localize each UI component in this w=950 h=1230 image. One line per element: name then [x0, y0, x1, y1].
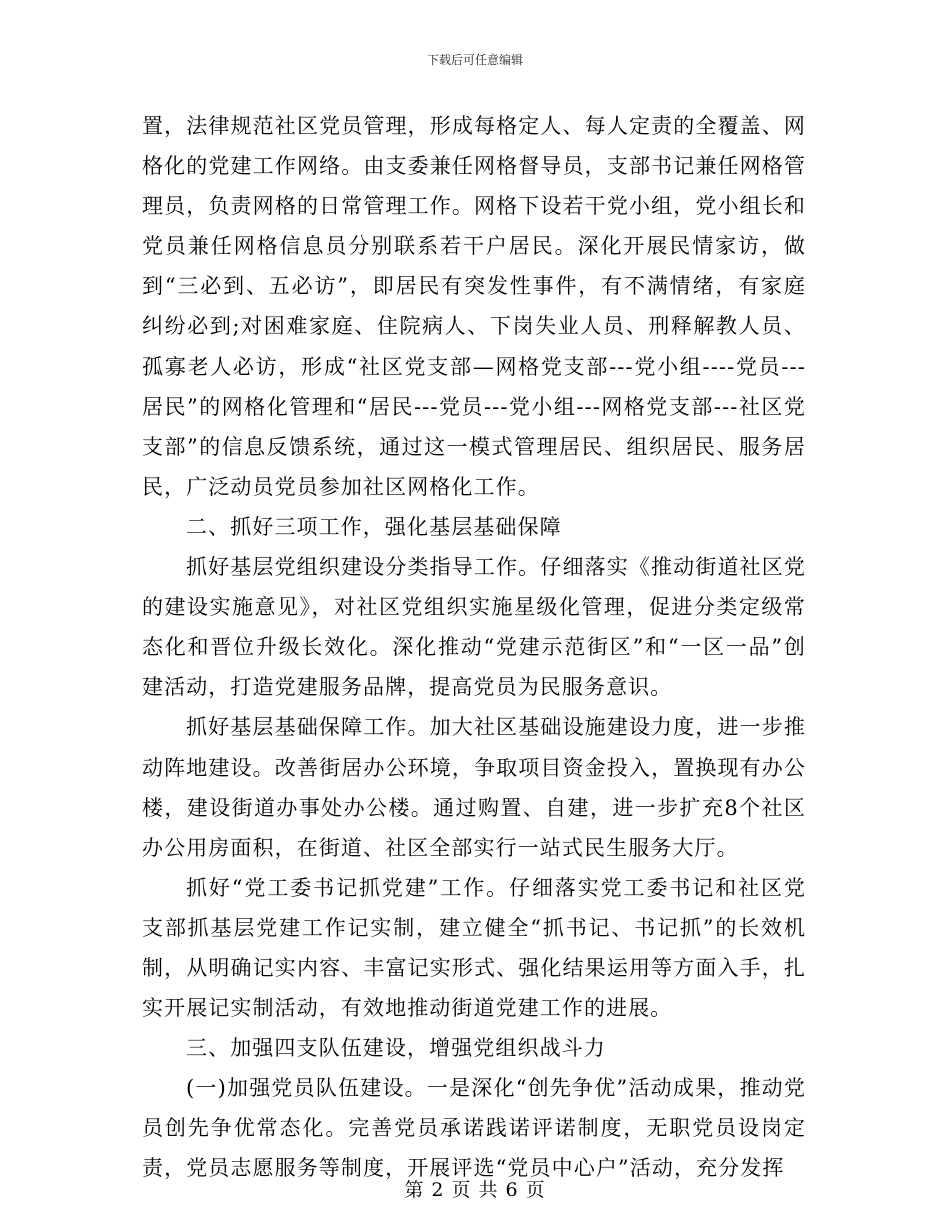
document-body	[142, 106, 806, 1189]
paragraph-party-member-team: (一)加强党员队伍建设。一是深化“创先争优”活动成果，推动党员创先争优常态化。完善党员承诺践诺评诺制度，无职党员设岗定责，党员志愿服务等制度，开展评选“党员中心户”活动，充分发挥	[142, 1076, 806, 1181]
section-heading-three: 三、加强四支队伍建设，增强党组织战斗力	[186, 1036, 606, 1061]
paragraph-classification-guidance: 抓好基层党组织建设分类指导工作。仔细落实《推动街道社区党的建设实施意见》，对社区党组织实施星级化管理，促进分类定级常态化和晋位升级长效化。深化推动“党建示范街区”和“一区一品”创建活动，打造党建服务品牌，提高党员为民服务意识。	[142, 555, 806, 700]
paragraph-infrastructure: 抓好基层基础保障工作。加大社区基础设施建设力度，进一步推动阵地建设。改善街居办公环境，争取项目资金投入，置换现有办公楼，建设街道办事处办公楼。通过购置、自建，进一步扩充8个社区办公用房面积，在街道、社区全部实行一站式民生服务大厅。	[142, 715, 806, 860]
paragraph-secretary-responsibility: 抓好“党工委书记抓党建”工作。仔细落实党工委书记和社区党支部抓基层党建工作记实制，建立健全“抓书记、书记抓”的长效机制，从明确记实内容、丰富记实形式、强化结果运用等方面入手，扎实开展记实制活动，有效地推动街道党建工作的进展。	[142, 875, 806, 1021]
section-heading-two: 二、抓好三项工作，强化基层基础保障	[186, 514, 562, 539]
page-header-note: 下载后可任意编辑	[426, 53, 523, 67]
page-number-footer: 第 2 页 共 6 页	[404, 1179, 546, 1201]
paragraph-continuation: 置，法律规范社区党员管理，形成每格定人、每人定责的全覆盖、网格化的党建工作网络。由支委兼任网格督导员，支部书记兼任网格管理员，负责网格的日常管理工作。网格下设若干党小组，党小组长和党员兼任网格信息员分别联系若干户居民。深化开展民情家访，做到“三必到、五必访”，即居民有突发性事件，有不满情绪，有家庭纠纷必到;对困难家庭、住院病人、下岗失业人员、刑释解教人员、孤寡老人必访，形成“社区党支部—网格党支部---党小组----党员---居民”的网格化管理和“居民---党员---党小组---网格党支部---社区党支部”的信息反馈系统，通过这一模式管理居民、组织居民、服务居民，广泛动员党员参加社区网格化工作。	[142, 114, 806, 499]
